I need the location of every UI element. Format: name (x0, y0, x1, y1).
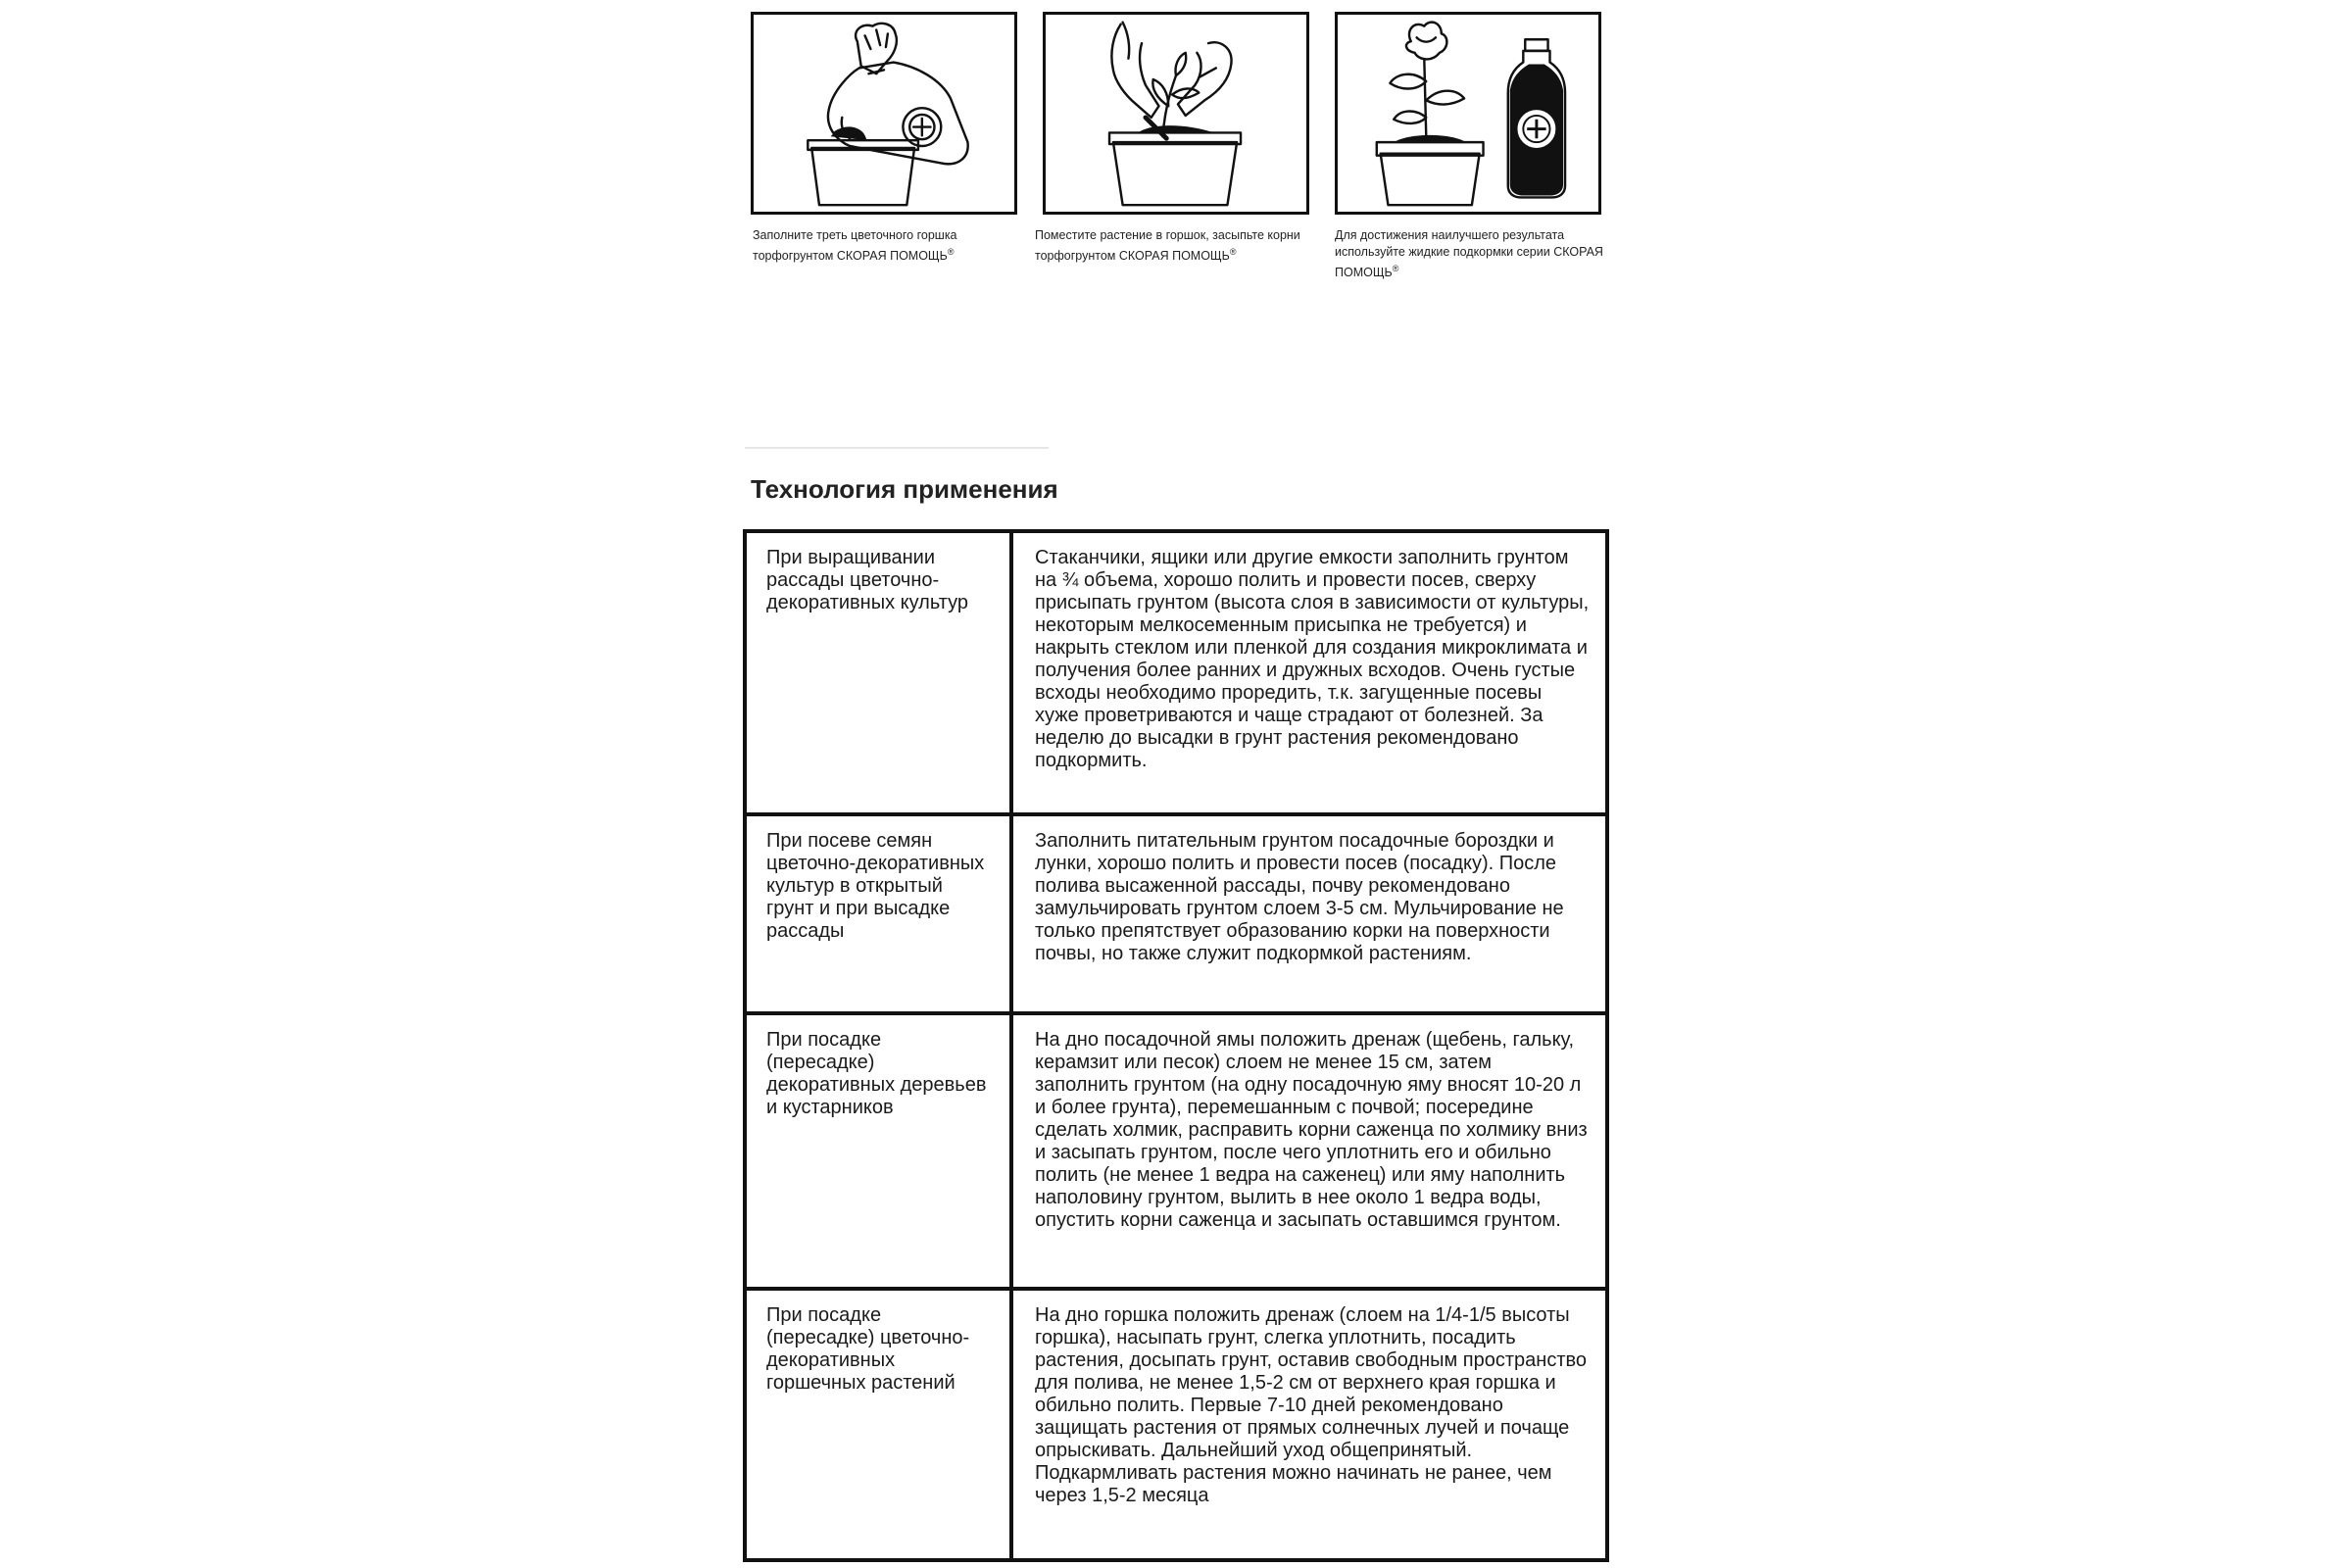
section-title: Технология применения (751, 474, 1058, 504)
peat-bag-pour-icon (754, 15, 1014, 212)
step-1-illustration (751, 12, 1017, 215)
table-row-2-condition: При посеве семян цветочно-декоративных культур в открытый грунт и при высадке рассады (747, 816, 1013, 1015)
table-row-2-instructions: Заполнить питательным грунтом посадочные бороздки и лунки, хорошо полить и провести посев (посадку). После полива высаженной рассады, почву рекомендовано замульчировать грунтом слоем 3-5 см. Мульчирование не только препятствует образованию корки на поверхности почвы, но также служит подкормкой растениям. (1013, 816, 1605, 1015)
table-row-3-instructions: На дно посадочной ямы положить дренаж (щебень, гальку, керамзит или песок) слоем не менее 15 см, затем заполнить грунтом (на одну посадочную яму вносят 10-20 л и более грунта), перемешанным с почвой; посередине сделать холмик, расправить корни саженца по холмику вниз и засыпать грунтом, после чего уплотнить его и обильно полить (не менее 1 ведра на саженец) или яму наполнить наполовину грунтом, вылить в нее около 1 ведра воды, опустить корни саженца и засыпать оставшимся грунтом. (1013, 1015, 1605, 1291)
step-3-caption: Для достижения наилучшего результата используйте жидкие подкормки серии СКОРАЯ ПОМОЩЬ® (1335, 228, 1603, 280)
step-1-caption: Заполните треть цветочного горшка торфогрунтом СКОРАЯ ПОМОЩЬ® (753, 228, 957, 264)
step-3-illustration (1335, 12, 1601, 215)
plant-and-fertilizer-bottle-icon (1338, 15, 1598, 212)
table-row-1-condition: При выращивании рассады цветочно-декоративных культур (747, 533, 1013, 816)
step-2-illustration (1043, 12, 1309, 215)
divider (745, 447, 1049, 449)
step-2-caption: Поместите растение в горшок, засыпьте корни торфогрунтом СКОРАЯ ПОМОЩЬ® (1035, 228, 1300, 264)
table-row-3-condition: При посадке (пересадке) декоративных деревьев и кустарников (747, 1015, 1013, 1291)
application-table (743, 529, 1609, 1562)
table-row-1-instructions: Стаканчики, ящики или другие емкости заполнить грунтом на ¾ объема, хорошо полить и провести посев, сверху присыпать грунтом (высота слоя в зависимости от культуры, некоторым мелкосеменным присыпка не требуется) и накрыть стеклом или пленкой для создания микроклимата и получения более ранних и дружных всходов. Очень густые всходы необходимо проредить, т.к. загущенные посевы хуже проветриваются и чаще страдают от болезней. За неделю до высадки в грунт растения рекомендовано подкормить. (1013, 533, 1605, 816)
table-row-4-instructions: На дно горшка положить дренаж (слоем на 1/4-1/5 высоты горшка), насыпать грунт, слегка уплотнить, посадить растения, досыпать грунт, оставив свободным пространство для полива, не менее 1,5-2 см от верхнего края горшка и обильно полить. Первые 7-10 дней рекомендовано защищать растения от прямых солнечных лучей и почаще опрыскивать. Дальнейший уход общепринятый. Подкармливать растения можно начинать не ранее, чем через 1,5-2 месяца (1035, 1304, 1588, 1506)
table-row-4-condition: При посадке (пересадке) цветочно-декоративных горшечных растений (747, 1291, 1013, 1558)
hands-planting-icon (1046, 15, 1306, 212)
